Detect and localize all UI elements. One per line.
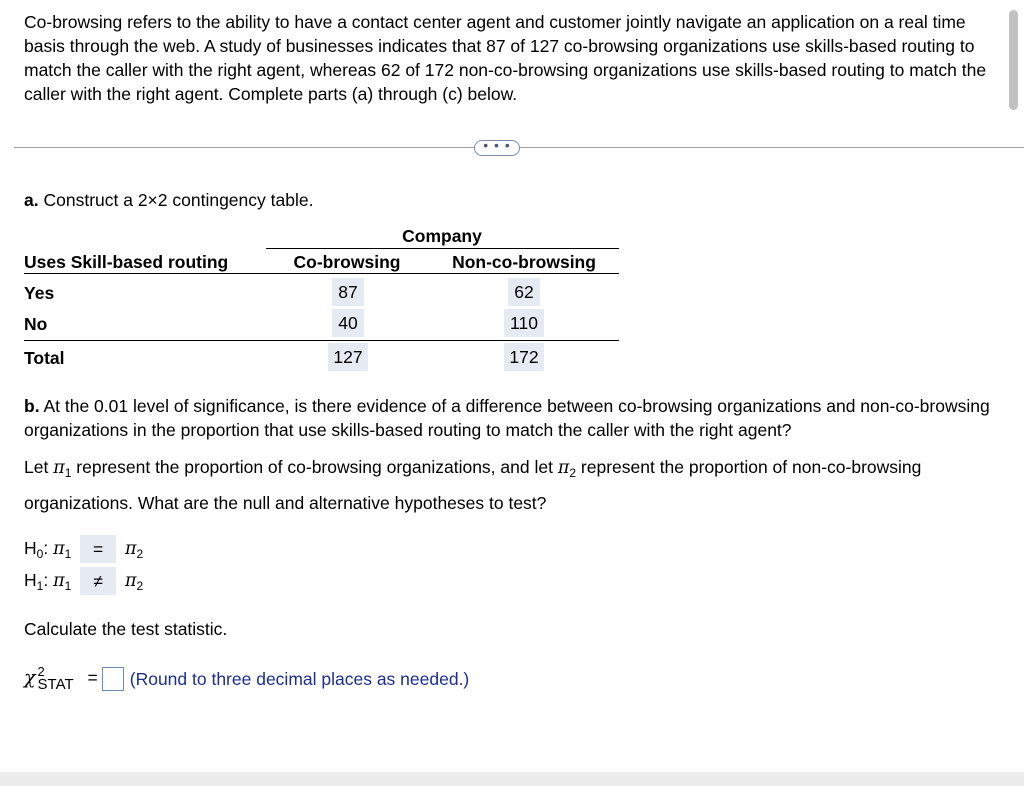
table-row-header: Uses Skill-based routing [24, 252, 229, 272]
h0-letter: H [24, 538, 37, 558]
table-rule-header [24, 273, 619, 274]
equals-sign: = [87, 667, 98, 688]
table-rule-total [24, 340, 619, 341]
table-cell-total-non-cobrowsing: 172 [504, 343, 544, 371]
table-cell-no-non-cobrowsing: 110 [504, 309, 544, 337]
chi-subscript: STAT [37, 676, 74, 693]
pi-subscript: 2 [569, 466, 577, 480]
pi-symbol: π [53, 571, 65, 591]
h1-letter: H [24, 570, 37, 590]
table-col-cobrowsing: Co-browsing [293, 252, 401, 272]
part-a-label: a. [24, 190, 39, 210]
rounding-hint: (Round to three decimal places as needed.) [129, 668, 470, 689]
chi-symbol: χ [24, 666, 36, 689]
test-statistic-input[interactable] [102, 667, 124, 691]
scrollbar-thumb[interactable] [1009, 10, 1018, 110]
let-text-2: represent the proportion of co-browsing organizations, and let [76, 457, 553, 477]
part-a-prompt [24, 190, 313, 211]
pi-subscript: 2 [136, 547, 144, 561]
expand-more-button[interactable]: • • • [474, 140, 520, 156]
scrollbar-track[interactable] [1002, 0, 1024, 125]
let-statement [24, 452, 1014, 518]
h0-relation-answer[interactable]: = [80, 535, 116, 563]
test-statistic-row [24, 664, 469, 694]
alternative-hypothesis: $H_1$: $\pi_1 \ne \pi_2$ [24, 565, 143, 595]
h1-subscript: 1 [36, 579, 44, 593]
part-a-text: Construct a 2×2 contingency table. [43, 190, 314, 210]
table-rule-top [266, 248, 619, 249]
h0-subscript: 0 [36, 547, 44, 561]
pi-subscript: 2 [136, 579, 144, 593]
table-cell-total-cobrowsing: 127 [328, 343, 368, 371]
chi-scripts [36, 664, 88, 694]
footer-bar [0, 772, 1024, 786]
null-hypothesis: $H_0$: $\pi_1 = \pi_2$ [24, 533, 143, 563]
table-group-header: Company [402, 226, 482, 246]
table-cell-yes-cobrowsing: 87 [332, 278, 364, 306]
table-row-label-total: Total [24, 348, 65, 368]
pi-symbol: π [557, 458, 570, 478]
pi-subscript: 1 [64, 579, 72, 593]
question-intro: Co-browsing refers to the ability to have a contact center agent and customer jointly navigate an application on a real time basis through the web. A study of businesses indicates that 87 of 127 co-browsing organizations use skills-based routing to match the caller with the right agent, whereas 62 of 172 non-co-browsing organizations use skills-based routing to match the caller with the right agent. Complete parts (a) through (c) below. [24, 12, 987, 104]
let-text-1: Let [24, 457, 49, 477]
pi-symbol: π [125, 539, 137, 559]
table-row-label-no: No [24, 314, 48, 334]
table-cell-no-cobrowsing: 40 [332, 309, 364, 337]
calculate-prompt: Calculate the test statistic. [24, 619, 228, 639]
pi-subscript: 1 [64, 466, 72, 480]
table-col-non-cobrowsing: Non-co-browsing [452, 252, 596, 272]
chi-superscript: 2 [37, 664, 45, 679]
table-cell-yes-non-cobrowsing: 62 [508, 278, 540, 306]
let-text-3: represent the proportion of non-co-browsing organizations. What are the null and alternative hypotheses to test? [24, 457, 922, 513]
part-b-text: At the 0.01 level of significance, is there evidence of a difference between co-browsing organizations and non-co-browsing organizations in the proportion that use skills-based routing to match the caller with the right agent? [24, 396, 990, 440]
pi-subscript: 1 [64, 547, 72, 561]
h1-relation-answer[interactable]: ≠ [80, 567, 116, 595]
table-row-label-yes: Yes [24, 283, 55, 303]
part-b-label: b. [24, 396, 40, 416]
part-b-prompt [24, 394, 1014, 442]
pi-symbol: π [53, 539, 65, 559]
pi-symbol: π [125, 571, 137, 591]
pi-symbol: π [53, 458, 65, 478]
